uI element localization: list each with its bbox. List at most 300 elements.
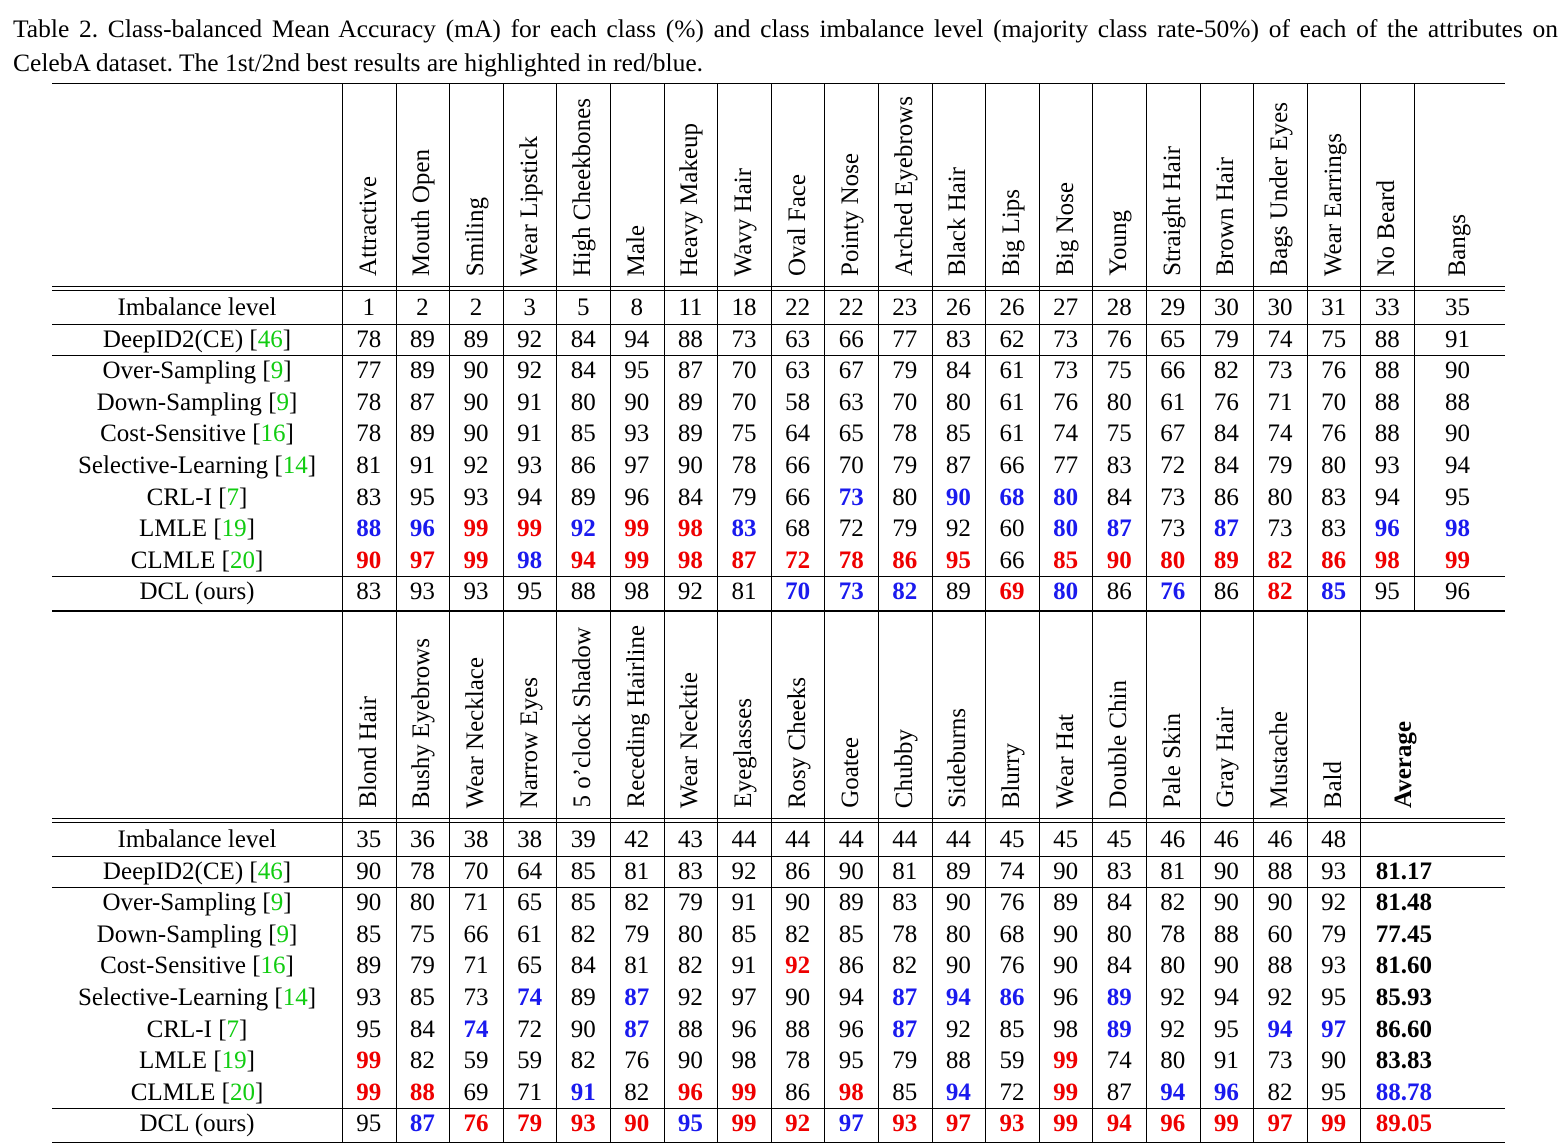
- table-cell: 89: [463, 325, 489, 353]
- table-cell: 91: [517, 388, 543, 416]
- table-cell: 86.60: [1375, 1015, 1433, 1043]
- table-cell: 42: [624, 826, 650, 853]
- table-cell: 46: [1267, 826, 1293, 853]
- column-header: [878, 83, 932, 286]
- table-cell: 86: [785, 1078, 811, 1106]
- table-row: [52, 1014, 1505, 1046]
- row-label: Imbalance level: [117, 826, 277, 853]
- table-cell: 80: [945, 388, 971, 416]
- table-cell: 45: [1106, 826, 1132, 853]
- table-cell: 74: [463, 1015, 489, 1043]
- table-cell: 91: [409, 452, 435, 479]
- table-cell: 95: [409, 483, 435, 511]
- citation-link[interactable]: 9: [276, 388, 290, 416]
- table-cell: 3: [523, 294, 536, 321]
- column-header-label: Mouth Open: [408, 148, 436, 276]
- table-cell: 66: [785, 483, 811, 511]
- row-label: Over-Sampling [9]: [102, 357, 292, 385]
- column-header-label: Mustache: [1265, 710, 1293, 808]
- column-header-label: Gray Hair: [1212, 707, 1240, 808]
- table-cell: 76: [463, 1110, 489, 1138]
- table-cell: 75: [1106, 357, 1132, 385]
- table-cell: 80: [570, 388, 596, 416]
- table-cell: 26: [945, 294, 971, 321]
- table-cell: 73: [1053, 325, 1079, 353]
- table-cell: 87: [1213, 515, 1239, 543]
- table-cell: 87: [624, 984, 650, 1011]
- table-cell: 74: [1106, 1047, 1132, 1075]
- column-header-label: Wear Lipstick: [515, 135, 543, 276]
- row-label: DCL (ours): [139, 578, 255, 606]
- table-cell: 61: [1160, 388, 1186, 416]
- table-cell: 66: [999, 452, 1025, 479]
- table-cell: 99: [731, 1110, 757, 1138]
- row-label: Down-Sampling [9]: [96, 388, 298, 416]
- table-cell: 63: [838, 388, 864, 416]
- table-cell: 92: [945, 515, 971, 543]
- citation-link[interactable]: 9: [270, 357, 284, 385]
- column-header: [1039, 611, 1093, 818]
- table-cell: 99: [463, 546, 489, 574]
- table-cell: 79: [409, 952, 435, 980]
- table-cell: 79: [731, 483, 757, 511]
- table-cell: 70: [731, 357, 757, 385]
- table-cell: 91: [1445, 325, 1470, 353]
- table-cell: 89: [677, 420, 703, 448]
- table-cell: 79: [677, 889, 703, 917]
- citation-link[interactable]: 16: [260, 420, 286, 448]
- table-cell: 78: [1160, 920, 1186, 948]
- table-cell: 88: [1374, 420, 1400, 448]
- table-cell: 72: [838, 515, 864, 543]
- table-cell: 81: [624, 952, 650, 980]
- table-cell: 76: [999, 889, 1025, 917]
- table-cell: 90: [570, 1015, 596, 1043]
- table-cell: 93: [409, 578, 435, 606]
- table-cell: 89: [409, 357, 435, 385]
- table-cell: 84: [677, 483, 703, 511]
- table-cell: 26: [999, 294, 1025, 321]
- table-cell: 59: [517, 1047, 543, 1075]
- row-label: Selective-Learning [14]: [77, 984, 317, 1011]
- table-cell: 87: [945, 452, 971, 479]
- column-header-label: Straight Hair: [1158, 146, 1186, 276]
- table-cell: 95: [945, 546, 971, 574]
- column-header: [717, 83, 771, 286]
- table-cell: 80: [1160, 546, 1186, 574]
- table-cell: 74: [999, 857, 1025, 885]
- table-cell: 89: [409, 325, 435, 353]
- table-cell: 80: [1053, 483, 1079, 511]
- citation-link[interactable]: 19: [221, 515, 247, 543]
- table-cell: 44: [731, 826, 757, 853]
- table-cell: 88: [945, 1047, 971, 1075]
- citation-link[interactable]: 20: [229, 546, 255, 574]
- column-header-label: 5 o’clock Shadow: [569, 627, 597, 808]
- table-cell: 98: [624, 578, 650, 606]
- table-cell: 78: [356, 325, 382, 353]
- table-cell: 88: [1267, 857, 1293, 885]
- table-cell: 75: [1106, 420, 1132, 448]
- table-row: [52, 418, 1505, 450]
- column-header: [771, 83, 825, 286]
- table-cell: 85: [356, 920, 382, 948]
- table-cell: 44: [945, 826, 971, 853]
- column-header: [1253, 83, 1307, 286]
- table-cell: 90: [945, 483, 971, 511]
- table-cell: 78: [892, 920, 918, 948]
- column-header-label: Attractive: [354, 176, 382, 276]
- table-cell: 83: [677, 857, 703, 885]
- table-cell: 82: [570, 920, 596, 948]
- table-cell: 72: [517, 1015, 543, 1043]
- table-row: [52, 576, 1505, 608]
- table-cell: 94: [517, 483, 543, 511]
- table-cell: 99: [1213, 1110, 1239, 1138]
- table-cell: 77: [1053, 452, 1079, 479]
- table-cell: 89: [1106, 1015, 1132, 1043]
- table-cell: 81: [731, 578, 757, 606]
- column-header-label: Wear Hat: [1051, 713, 1079, 808]
- citation-link[interactable]: 9: [276, 920, 290, 948]
- table-cell: 68: [785, 515, 811, 543]
- citation-link[interactable]: 19: [221, 1047, 247, 1075]
- table-cell: 73: [1267, 357, 1293, 385]
- table-cell: 97: [409, 546, 435, 574]
- table-cell: 93: [356, 984, 382, 1011]
- citation-link[interactable]: 14: [282, 984, 308, 1011]
- column-header: [556, 83, 610, 286]
- row-label: Cost-Sensitive [16]: [100, 420, 294, 448]
- table-cell: 88.78: [1375, 1078, 1433, 1106]
- table-cell: 58: [785, 388, 811, 416]
- table-cell: 93: [1321, 857, 1347, 885]
- table-cell: 76: [1160, 578, 1186, 606]
- table-cell: 95: [1445, 483, 1470, 511]
- table-cell: 82: [892, 578, 918, 606]
- table-cell: 88: [570, 578, 596, 606]
- column-header: [503, 83, 557, 286]
- table-cell: 73: [1160, 483, 1186, 511]
- table-cell: 44: [785, 826, 811, 853]
- table-cell: 90: [677, 452, 703, 479]
- table-cell: 93: [1374, 452, 1400, 479]
- table-cell: 85: [892, 1078, 918, 1106]
- table-cell: 94: [945, 1078, 971, 1106]
- column-header-label: Wear Earrings: [1319, 132, 1347, 276]
- table-cell: 89: [356, 952, 382, 980]
- table-cell: 83: [356, 578, 382, 606]
- table-cell: 83: [356, 483, 382, 511]
- citation-link[interactable]: 14: [282, 452, 308, 479]
- table-cell: 91: [517, 420, 543, 448]
- table-cell: 82: [1213, 357, 1239, 385]
- column-header: [449, 611, 503, 818]
- table-cell: 87: [731, 546, 757, 574]
- table-cell: 87: [892, 1015, 918, 1043]
- table-cell: 87: [624, 1015, 650, 1043]
- table-cell: 33: [1374, 294, 1400, 321]
- table-cell: 79: [1267, 452, 1293, 479]
- table-cell: 80: [1267, 483, 1293, 511]
- table-cell: 84: [1213, 420, 1239, 448]
- table-cell: 69: [999, 578, 1025, 606]
- table-cell: 85: [945, 420, 971, 448]
- table-cell: 76: [1053, 388, 1079, 416]
- row-label: CLMLE [20]: [130, 546, 264, 574]
- column-header-label: Oval Face: [783, 173, 811, 276]
- table-cell: 84: [409, 1015, 435, 1043]
- table-cell: 75: [1321, 325, 1347, 353]
- table-cell: 90: [1267, 889, 1293, 917]
- table-cell: 88: [1374, 325, 1400, 353]
- table-cell: 95: [356, 1015, 382, 1043]
- table-cell: 1: [362, 294, 376, 321]
- table-cell: 88: [1445, 388, 1470, 416]
- row-label: DCL (ours): [139, 1110, 255, 1138]
- table-cell: 78: [892, 420, 918, 448]
- table-cell: 85: [1053, 546, 1079, 574]
- column-header: [664, 611, 718, 818]
- table-cell: 85: [570, 857, 596, 885]
- table-cell: 90: [677, 1047, 703, 1075]
- table-cell: 79: [1321, 920, 1347, 948]
- row-label: Down-Sampling [9]: [96, 920, 298, 948]
- citation-link[interactable]: 9: [270, 889, 284, 917]
- table-cell: 90: [356, 857, 382, 885]
- table-cell: 22: [785, 294, 811, 321]
- table-cell: 93: [892, 1110, 918, 1138]
- column-header: [1146, 83, 1200, 286]
- table-cell: 94: [945, 984, 971, 1011]
- column-header-label: Heavy Makeup: [676, 122, 704, 276]
- citation-link[interactable]: 46: [257, 325, 283, 353]
- table-cell: 72: [1160, 452, 1186, 479]
- table-cell: 90: [945, 952, 971, 980]
- table-cell: 61: [999, 420, 1025, 448]
- table-cell: 83: [945, 325, 971, 353]
- table-cell: 81: [624, 857, 650, 885]
- table-cell: 73: [838, 483, 864, 511]
- table-cell: 78: [409, 857, 435, 885]
- table-cell: 76: [1321, 420, 1347, 448]
- table-cell: 92: [1160, 1015, 1186, 1043]
- column-header-label: Blurry: [997, 742, 1025, 808]
- table-cell: 60: [1267, 920, 1293, 948]
- table-cell: 87: [409, 388, 435, 416]
- column-header: [1307, 611, 1361, 818]
- table-cell: 99: [356, 1047, 382, 1075]
- table-cell: 86: [838, 952, 864, 980]
- table-cell: 64: [785, 420, 811, 448]
- table-cell: 30: [1213, 294, 1239, 321]
- column-header: [1092, 611, 1146, 818]
- column-header: [1307, 83, 1361, 286]
- table-cell: 95: [624, 357, 650, 385]
- table-cell: 75: [409, 920, 435, 948]
- row-label: CLMLE [20]: [130, 1078, 264, 1106]
- table-cell: 91: [731, 952, 757, 980]
- table-cell: 45: [999, 826, 1025, 853]
- table-cell: 70: [731, 388, 757, 416]
- table-cell: 74: [1267, 420, 1293, 448]
- table-cell: 5: [576, 294, 590, 321]
- table-cell: 98: [731, 1047, 757, 1075]
- table-cell: 77: [892, 325, 918, 353]
- table-cell: 69: [463, 1078, 489, 1106]
- table-cell: 80: [945, 920, 971, 948]
- table-cell: 89: [570, 984, 596, 1011]
- table-cell: 90: [1321, 1047, 1347, 1075]
- table-cell: 83: [1106, 452, 1132, 479]
- table-cell: 90: [1445, 420, 1470, 448]
- table-rule: [52, 290, 1505, 291]
- table-cell: 79: [892, 1047, 918, 1075]
- table-cell: 73: [1267, 1047, 1293, 1075]
- column-header-label: Receding Hairline: [622, 625, 650, 808]
- column-header: [1200, 611, 1254, 818]
- table-cell: 85: [570, 420, 596, 448]
- table-cell: 80: [1053, 578, 1079, 606]
- table-cell: 73: [1053, 357, 1079, 385]
- table-cell: 73: [463, 984, 489, 1011]
- table-cell: 38: [463, 826, 489, 853]
- table-cell: 70: [892, 388, 918, 416]
- column-header-label: Big Lips: [997, 189, 1025, 276]
- table-cell: 83: [1321, 515, 1347, 543]
- table-cell: 82: [409, 1047, 435, 1075]
- table-cell: 77: [356, 357, 382, 385]
- row-label: CRL-I [7]: [146, 483, 248, 511]
- table-cell: 72: [999, 1078, 1025, 1106]
- table-cell: 91: [570, 1078, 596, 1106]
- table-cell: 46: [1160, 826, 1186, 853]
- column-header: [664, 83, 718, 286]
- table-cell: 93: [463, 483, 489, 511]
- column-header-label: Goatee: [837, 737, 865, 808]
- table-cell: 97: [838, 1110, 864, 1138]
- table-cell: 85: [731, 920, 757, 948]
- table-row: [52, 950, 1505, 982]
- table-cell: 80: [677, 920, 703, 948]
- table-cell: 96: [1053, 984, 1079, 1011]
- table-cell: 79: [892, 357, 918, 385]
- table-cell: 99: [1321, 1110, 1347, 1138]
- table-cell: 46: [1213, 826, 1239, 853]
- row-label: DeepID2(CE) [46]: [102, 325, 292, 353]
- table-cell: 65: [838, 420, 864, 448]
- row-label: DeepID2(CE) [46]: [102, 857, 292, 885]
- table-cell: 45: [1053, 826, 1079, 853]
- table-row: [52, 545, 1505, 577]
- table-cell: 96: [1445, 578, 1470, 606]
- column-header-label: Sideburns: [944, 708, 972, 808]
- table-cell: 92: [731, 857, 757, 885]
- table-cell: 84: [570, 325, 596, 353]
- citation-link[interactable]: 7: [226, 483, 240, 511]
- column-header-label: Bushy Eyebrows: [408, 637, 436, 808]
- table-cell: 96: [838, 1015, 864, 1043]
- table-cell: 67: [1160, 420, 1186, 448]
- table-cell: 79: [624, 920, 650, 948]
- table-cell: 73: [838, 578, 864, 606]
- table-cell: 87: [892, 984, 918, 1011]
- table-cell: 72: [785, 546, 811, 574]
- table-cell: 82: [1160, 889, 1186, 917]
- table-cell: 92: [463, 452, 489, 479]
- column-header-label: Blond Hair: [354, 696, 382, 808]
- column-header: [449, 83, 503, 286]
- table-cell: 66: [463, 920, 489, 948]
- table-cell: 79: [517, 1110, 543, 1138]
- table-cell: 89: [945, 857, 971, 885]
- column-header: [342, 611, 396, 818]
- table-cell: 48: [1321, 826, 1347, 853]
- table-cell: 68: [999, 920, 1025, 948]
- table-cell: 91: [731, 889, 757, 917]
- table-cell: 70: [785, 578, 811, 606]
- citation-link[interactable]: 7: [226, 1015, 240, 1043]
- citation-link[interactable]: 46: [257, 857, 283, 885]
- column-header-label: Brown Hair: [1212, 157, 1240, 276]
- column-header-label: Double Chin: [1105, 679, 1133, 808]
- table-cell: 80: [892, 483, 918, 511]
- table-cell: 92: [1160, 984, 1186, 1011]
- table-cell: 98: [838, 1078, 864, 1106]
- table-cell: 93: [624, 420, 650, 448]
- table-cell: 82: [677, 952, 703, 980]
- table-cell: 98: [1053, 1015, 1079, 1043]
- table-cell: 90: [838, 857, 864, 885]
- table-cell: 73: [731, 325, 757, 353]
- table-cell: 90: [945, 889, 971, 917]
- table-row: [52, 824, 1505, 856]
- column-header: [556, 611, 610, 818]
- table-cell: 85.93: [1375, 984, 1433, 1011]
- table-cell: 39: [570, 826, 596, 853]
- table-cell: 86: [785, 857, 811, 885]
- table-cell: 80: [409, 889, 435, 917]
- table-cell: 93: [517, 452, 543, 479]
- table-cell: 97: [624, 452, 650, 479]
- column-header: [1360, 83, 1414, 286]
- table-cell: 90: [463, 357, 489, 385]
- table-cell: 99: [356, 1078, 382, 1106]
- citation-link[interactable]: 16: [260, 952, 286, 980]
- table-cell: 66: [1160, 357, 1186, 385]
- column-header: [1200, 83, 1254, 286]
- table-cell: 99: [463, 515, 489, 543]
- column-header: [610, 611, 664, 818]
- citation-link[interactable]: 20: [229, 1078, 255, 1106]
- table-cell: 82: [624, 1078, 650, 1106]
- table-cell: 76: [624, 1047, 650, 1075]
- table-cell: 83: [892, 889, 918, 917]
- table-cell: 94: [1374, 483, 1400, 511]
- column-header-label: Arched Eyebrows: [890, 96, 918, 276]
- table-cell: 99: [1053, 1110, 1079, 1138]
- table-cell: 89: [838, 889, 864, 917]
- column-header-label: Wear Necklace: [461, 656, 489, 808]
- table-cell: 93: [1321, 952, 1347, 980]
- table-cell: 96: [1160, 1110, 1186, 1138]
- table-cell: 92: [785, 952, 811, 980]
- table-cell: 63: [785, 325, 811, 353]
- row-label: Imbalance level: [117, 294, 277, 321]
- table-cell: 83.83: [1375, 1047, 1433, 1075]
- table-cell: 92: [517, 357, 543, 385]
- table-cell: 73: [1160, 515, 1186, 543]
